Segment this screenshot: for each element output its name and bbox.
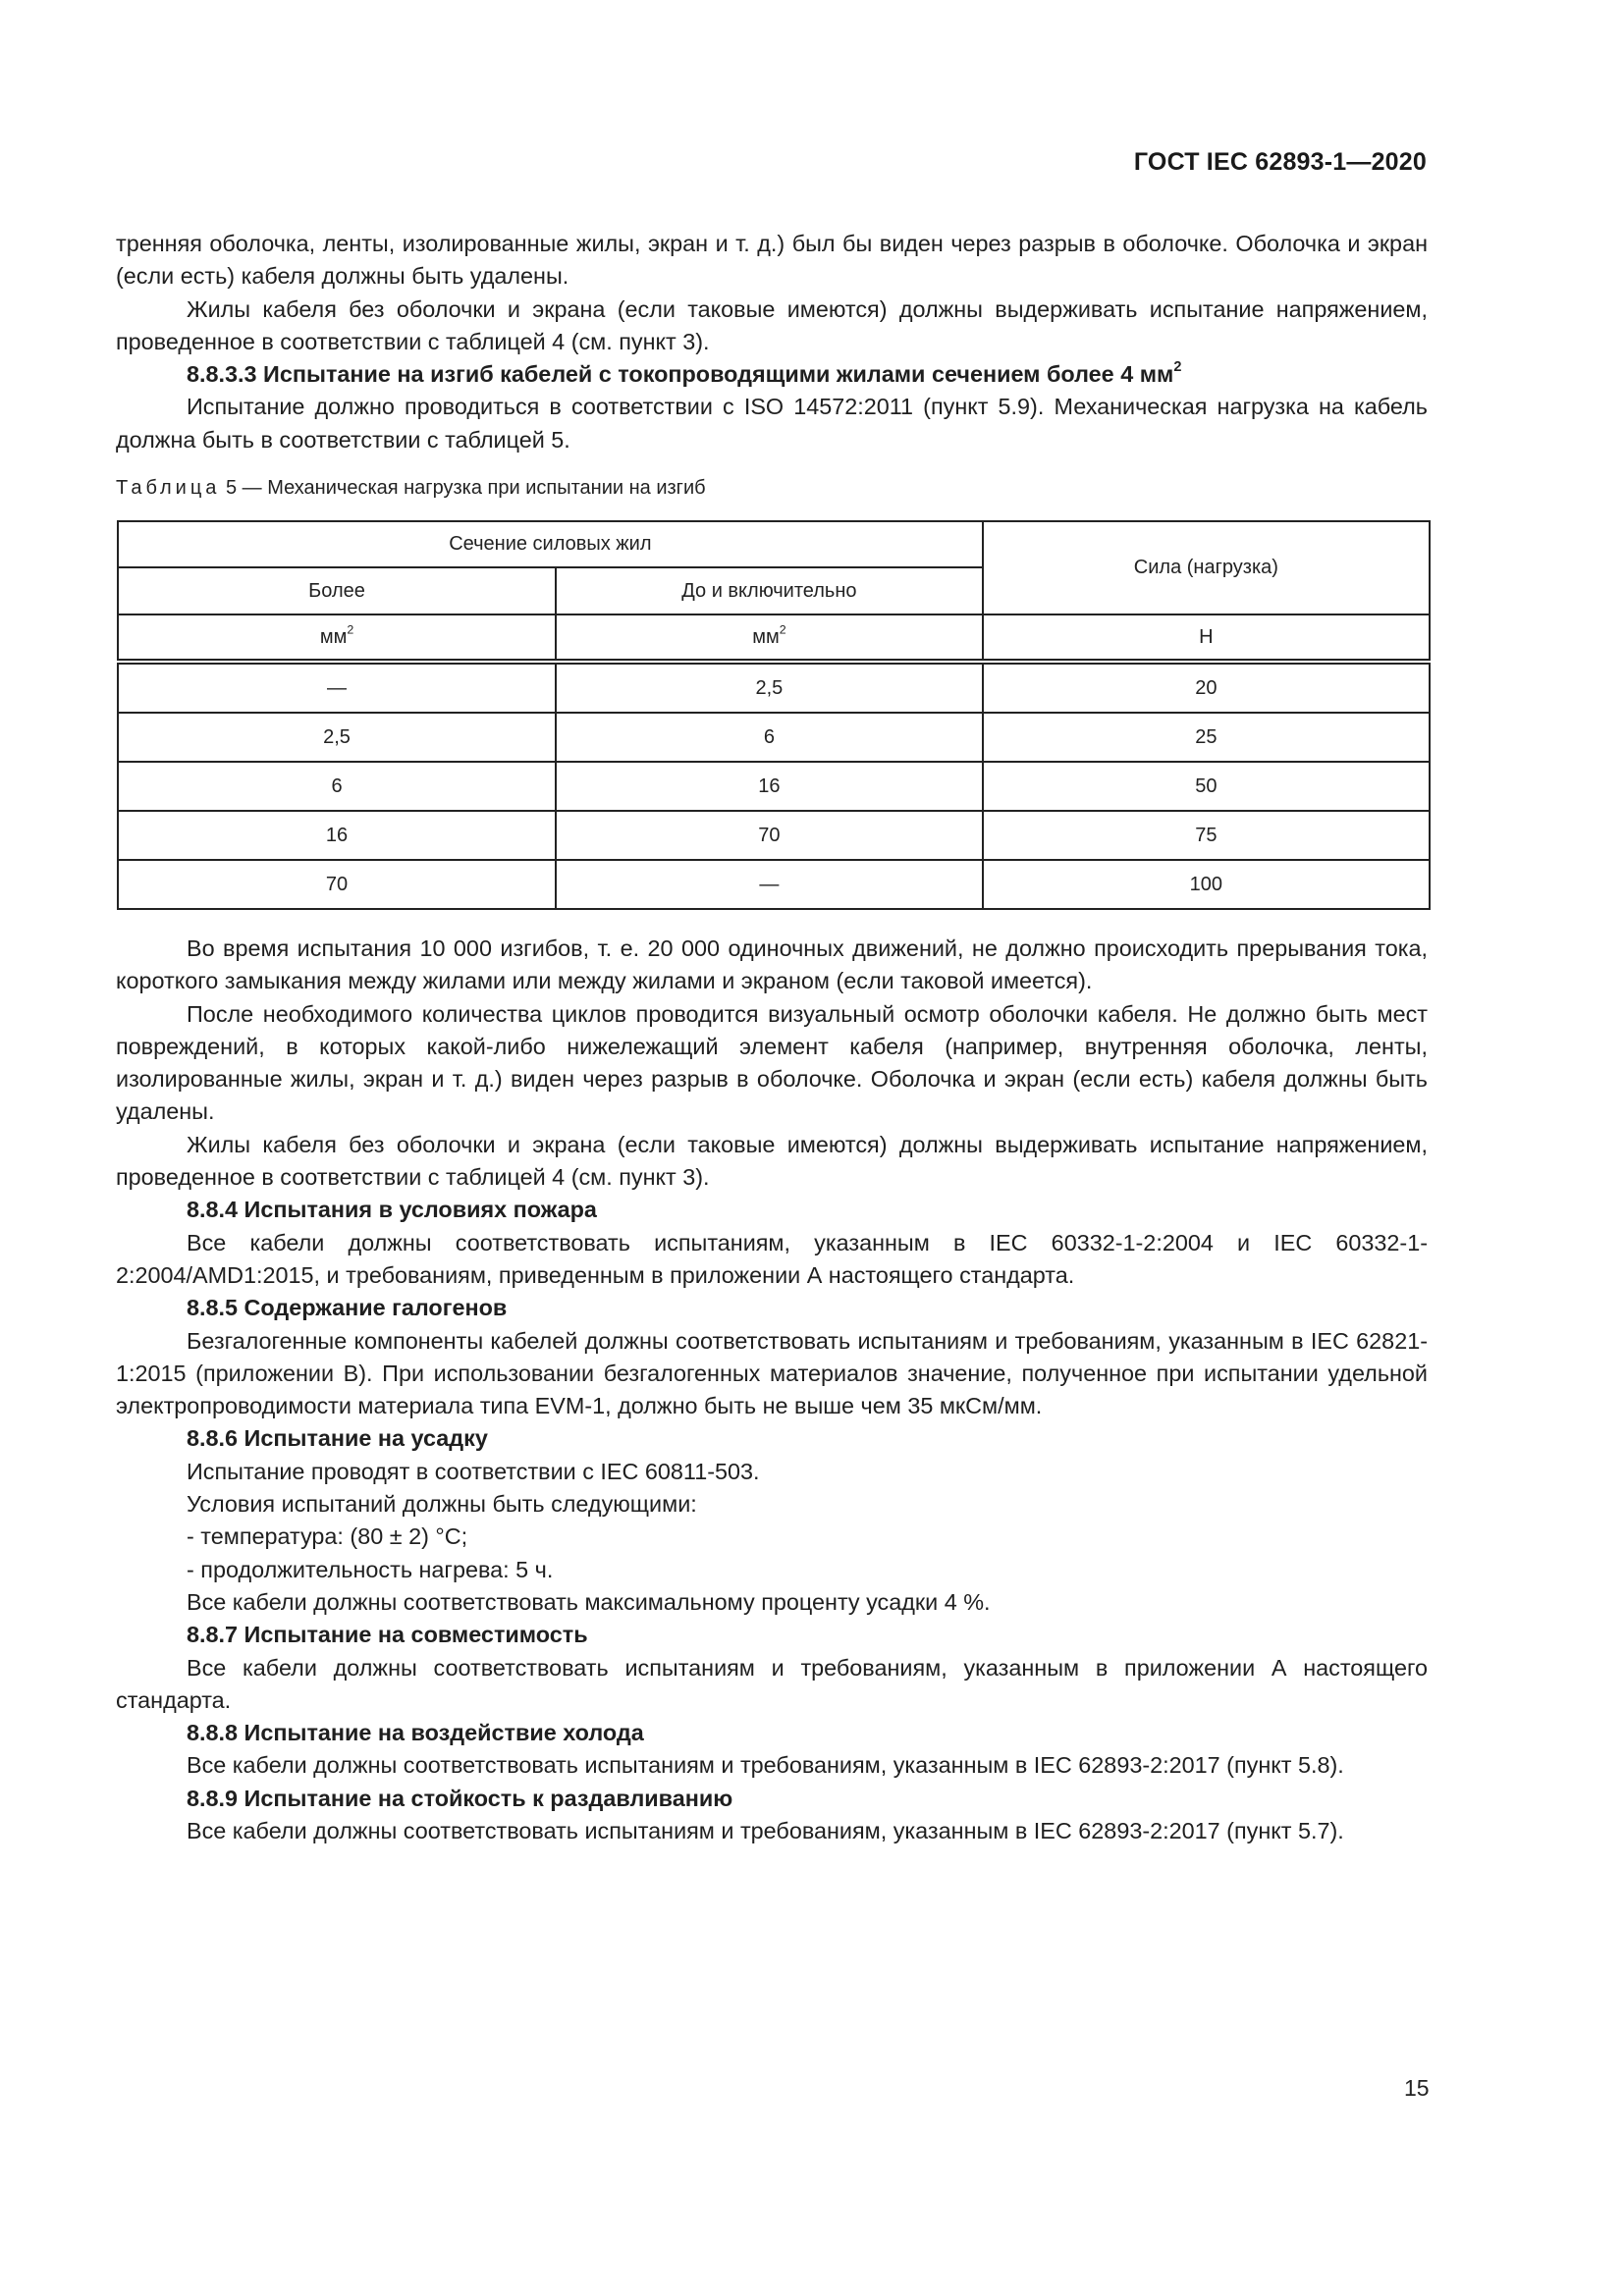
table-header-row <box>118 521 1430 567</box>
cell-force: 50 <box>983 762 1430 811</box>
document-id-header: ГОСТ IEC 62893-1—2020 <box>1133 148 1427 176</box>
paragraph: Жилы кабеля без оболочки и экрана (если таковые имеются) должны выдерживать испытание напряжением, проведенное в соответствии с таблицей 4 (см. пункт 3). <box>116 295 1428 354</box>
list-item: - продолжительность нагрева: 5 ч. <box>187 1556 554 1582</box>
body-text-block <box>116 933 1428 1847</box>
table-caption-label: Таблица <box>116 477 221 499</box>
table-caption <box>116 477 706 500</box>
paragraph: Испытание должно проводиться в соответствии с ISO 14572:2011 (пункт 5.9). Механическая нагрузка на кабель должна быть в соответствии с таблицей 5. <box>116 394 1428 453</box>
page-number: 15 <box>1404 2075 1430 2101</box>
cell-over: 16 <box>118 811 556 860</box>
cell-over: 70 <box>118 860 556 909</box>
cell-force: 100 <box>983 860 1430 909</box>
cell-force: 20 <box>983 662 1430 713</box>
section-heading-8-8-5: 8.8.5 Содержание галогенов <box>187 1295 508 1321</box>
table-row <box>118 762 1430 811</box>
paragraph: Все кабели должны соответствовать испытаниям, указанным в IEC 60332-1-2:2004 и IEC 60332-1-2:2004/AMD1:2015, и требованиям, приведенным в приложении А настоящего стандарта. <box>116 1229 1428 1288</box>
table-row <box>118 860 1430 909</box>
cell-up-to: 70 <box>556 811 983 860</box>
unit-force: Н <box>983 614 1430 662</box>
cell-up-to: 6 <box>556 713 983 762</box>
cell-force: 75 <box>983 811 1430 860</box>
section-heading-8-8-4: 8.8.4 Испытания в условиях пожара <box>187 1197 597 1223</box>
paragraph: Безгалогенные компоненты кабелей должны соответствовать испытаниям и требованиям, указанным в IEC 62821-1:2015 (приложении B). При использовании безгалогенных материалов значение, полученное при испытании удельной электропроводимости материала типа EVM-1, должно быть не выше чем 35 мкСм/мм. <box>116 1327 1428 1419</box>
paragraph: Испытание проводят в соответствии с IEC 60811-503. <box>187 1458 760 1484</box>
paragraph: Все кабели должны соответствовать испытаниям и требованиям, указанным в приложении А настоящего стандарта. <box>116 1654 1428 1713</box>
table-row <box>118 811 1430 860</box>
table-row <box>118 713 1430 762</box>
section-heading-8-8-6: 8.8.6 Испытание на усадку <box>187 1425 488 1452</box>
paragraph: Жилы кабеля без оболочки и экрана (если таковые имеются) должны выдерживать испытание напряжением, проведенное в соответствии с таблицей 4 (см. пункт 3). <box>116 1131 1428 1191</box>
cell-up-to: — <box>556 860 983 909</box>
table-units-row <box>118 614 1430 662</box>
section-heading-8-8-9: 8.8.9 Испытание на стойкость к раздавливанию <box>187 1785 733 1811</box>
cell-over: 2,5 <box>118 713 556 762</box>
table-5-bending-load <box>117 520 1431 910</box>
paragraph: Все кабели должны соответствовать максимальному проценту усадки 4 %. <box>187 1588 991 1615</box>
section-heading-8-8-8: 8.8.8 Испытание на воздействие холода <box>187 1720 644 1746</box>
cell-over: — <box>118 662 556 713</box>
cell-over: 6 <box>118 762 556 811</box>
paragraph: Условия испытаний должны быть следующими: <box>187 1491 697 1518</box>
paragraph: Все кабели должны соответствовать испытаниям и требованиям, указанным в IEC 62893-2:2017 (пункт 5.8). <box>187 1752 1344 1779</box>
paragraph-continuation: тренняя оболочка, ленты, изолированные жилы, экран и т. д.) был бы виден через разрыв в оболочке. Оболочка и экран (если есть) кабеля должны быть удалены. <box>116 231 1428 290</box>
header-force: Сила (нагрузка) <box>983 521 1430 614</box>
cell-up-to: 16 <box>556 762 983 811</box>
list-item: - температура: (80 ± 2) °C; <box>187 1523 468 1550</box>
cell-force: 25 <box>983 713 1430 762</box>
paragraph: После необходимого количества циклов проводится визуальный осмотр оболочки кабеля. Не должно быть мест повреждений, в которых какой-либо нижележащий элемент кабеля (например, внутренняя оболочка, ленты, изолированные жилы, экран и т. д.) виден через разрыв в оболочке. Оболочка и экран (если есть) кабеля должны быть удалены. <box>116 1000 1428 1125</box>
header-cross-section: Сечение силовых жил <box>118 521 983 567</box>
table-caption-text: 5 — Механическая нагрузка при испытании на изгиб <box>220 477 706 499</box>
unit-over: $мм^2$ <box>118 614 556 662</box>
paragraph: Все кабели должны соответствовать испытаниям и требованиям, указанным в IEC 62893-2:2017 (пункт 5.7). <box>187 1818 1344 1844</box>
paragraph: Во время испытания 10 000 изгибов, т. е. 20 000 одиночных движений, не должно происходить прерывания тока, короткого замыкания между жилами или между жилами и экраном (если таковой имеется). <box>116 935 1428 994</box>
unit-up-to: $мм^2$ <box>556 614 983 662</box>
section-heading-8-8-3-3: 8.8.3.3 Испытание на изгиб кабелей с токопроводящими жилами сечением более 4 $мм^2$ <box>187 359 1182 388</box>
header-over: Более <box>118 567 556 614</box>
top-text-block <box>116 228 1428 456</box>
header-up-to-inclusive: До и включительно <box>556 567 983 614</box>
section-heading-8-8-7: 8.8.7 Испытание на совместимость <box>187 1622 588 1648</box>
cell-up-to: 2,5 <box>556 662 983 713</box>
table-row <box>118 662 1430 713</box>
